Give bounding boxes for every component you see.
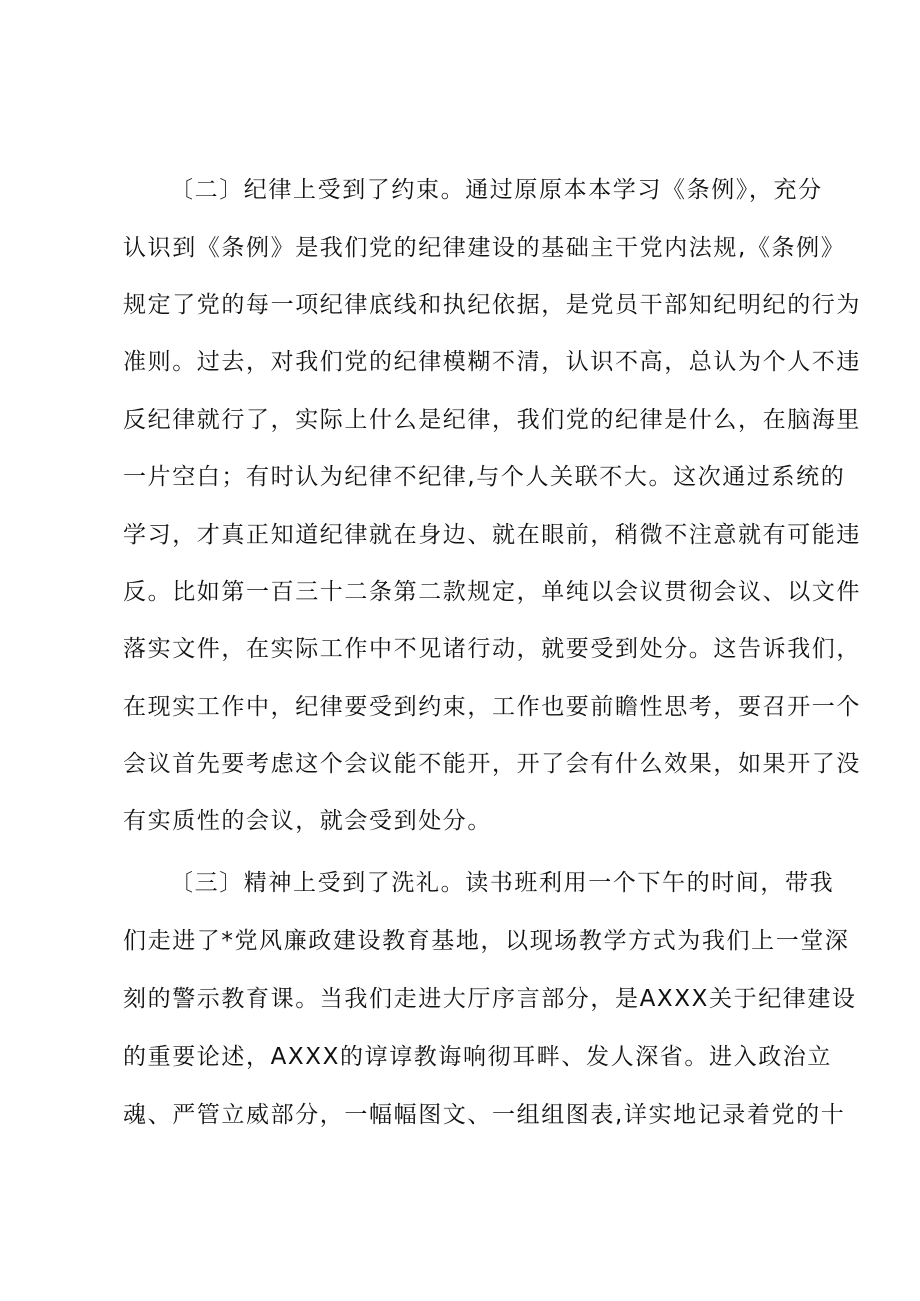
text-line: 在现实工作中，纪律要受到约束，工作也要前瞻性思考，要召开一个 <box>123 694 861 720</box>
text-line: 〔三〕精神上受到了洗礼。读书班利用一个下午的时间，带我 <box>170 870 835 896</box>
text-line: 〔二〕纪律上受到了约束。通过原原本本学习《条例》，充分 <box>170 177 823 203</box>
text-line: 魂、严管立威部分，一幅幅图文、一组组图表,详实地记录着党的十 <box>123 1102 846 1128</box>
text-line: 规定了党的每一项纪律底线和执纪依据，是党员干部知纪明纪的行为 <box>123 292 861 318</box>
text-line: 会议首先要考虑这个会议能不能开，开了会有什么效果，如果开了没 <box>123 751 861 777</box>
text-line: 学习，才真正知道纪律就在身边、就在眼前，稍微不注意就有可能违 <box>123 522 861 548</box>
text-line: 们走进了*党风廉政建设教育基地，以现场教学方式为我们上一堂深 <box>123 928 850 954</box>
text-line: 反。比如第一百三十二条第二款规定，单纯以会议贯彻会议、以文件 <box>123 579 861 605</box>
text-line: 一片空白；有时认为纪律不纪律,与个人关联不大。这次通过系统的 <box>123 464 846 490</box>
text-line: 认识到《条例》是我们党的纪律建设的基础主干党内法规,《条例》 <box>123 235 846 261</box>
text-line: 刻的警示教育课。当我们走进大厅序言部分，是AXXX关于纪律建设 <box>123 986 857 1012</box>
text-line: 反纪律就行了，实际上什么是纪律，我们党的纪律是什么，在脑海里 <box>123 407 861 433</box>
text-line: 落实文件，在实际工作中不见诸行动，就要受到处分。这告诉我们， <box>123 636 861 662</box>
text-line: 有实质性的会议，就会受到处分。 <box>123 808 492 834</box>
text-line: 准则。过去，对我们党的纪律模糊不清，认识不高，总认为个人不违 <box>123 349 861 375</box>
text-line: 的重要论述，AXXX的谆谆教诲响彻耳畔、发人深省。进入政治立 <box>123 1044 833 1070</box>
